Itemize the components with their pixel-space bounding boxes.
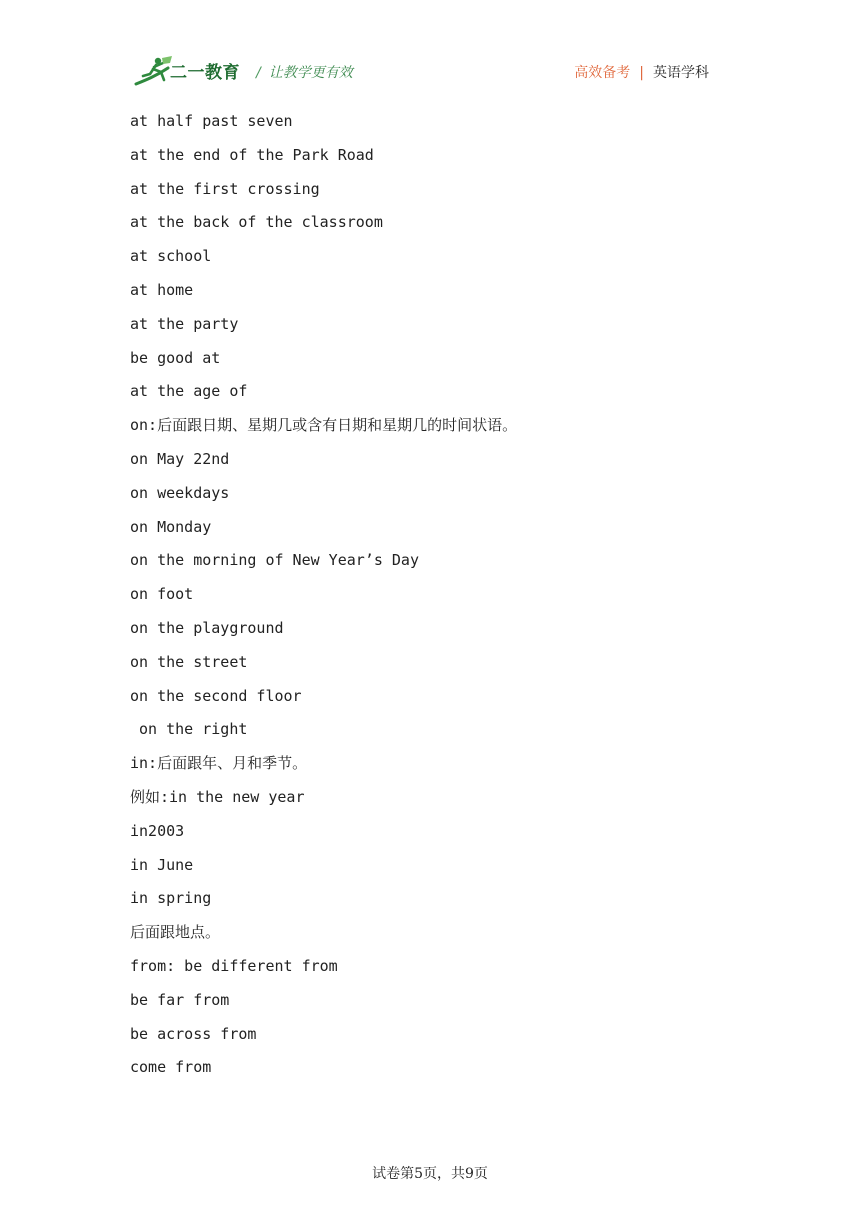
slogan-separator: / (256, 65, 261, 81)
text-line: on:后面跟日期、星期几或含有日期和星期几的时间状语。 (130, 416, 518, 435)
text-line: at the end of the Park Road (130, 145, 374, 164)
text-line: be good at (130, 348, 221, 367)
text-line: on weekdays (130, 483, 230, 502)
tag-separator: | (639, 65, 644, 81)
document-body (130, 111, 750, 1091)
slogan (256, 62, 353, 82)
page-footer (0, 1163, 860, 1183)
text-line: 例如:in the new year (130, 787, 305, 806)
text-line: on the right (130, 720, 248, 739)
text-line: at the first crossing (130, 179, 320, 198)
text-line: at half past seven (130, 112, 293, 130)
text-line: be far from (130, 990, 230, 1009)
text-line: at home (130, 280, 194, 299)
header-tags (574, 62, 709, 82)
text-line: on the playground (130, 618, 284, 637)
text-line: on foot (130, 585, 194, 604)
slogan-text: 让教学更有效 (268, 65, 353, 81)
text-line: 后面跟地点。 (130, 923, 221, 942)
text-line: at school (130, 247, 212, 266)
page-header (0, 0, 860, 100)
text-line: on the morning of New Year’s Day (130, 551, 419, 570)
page-number: 试卷第5页，共9页 (372, 1166, 488, 1182)
text-line: at the age of (130, 382, 248, 401)
text-line: in:后面跟年、月和季节。 (130, 754, 308, 773)
tag-exam-prep: 高效备考 (574, 65, 631, 81)
text-line: on May 22nd (130, 449, 230, 468)
text-line: in June (130, 855, 194, 874)
text-line: in spring (130, 889, 212, 908)
text-line: come from (130, 1058, 212, 1077)
brand-name: 二一教育 (170, 63, 240, 83)
text-line: on Monday (130, 517, 212, 536)
tag-subject: 英语学科 (653, 65, 709, 81)
text-line: from: be different from (130, 956, 338, 975)
text-line: at the party (130, 314, 239, 333)
text-line: be across from (130, 1024, 257, 1043)
text-line: in2003 (130, 821, 185, 840)
text-line: on the second floor (130, 686, 302, 705)
text-line: at the back of the classroom (130, 213, 383, 232)
text-line: on the street (130, 652, 248, 671)
